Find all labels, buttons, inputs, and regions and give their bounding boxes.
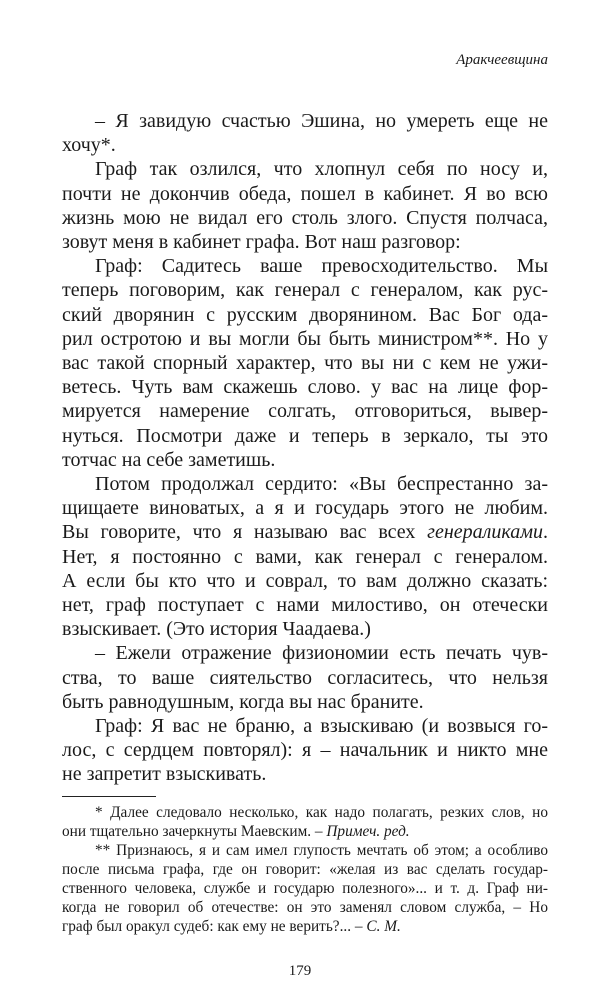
page-number: 179 [288,963,312,979]
footnote-line [62,917,548,936]
body-text [62,109,548,787]
text-segment: мируется намерение солгать, отговориться, вывер- [62,400,548,423]
text-line [62,472,548,496]
text-line [62,448,548,472]
text-segment: граф был оракул судеб: как ему не верить?... – [62,918,367,935]
text-line [62,133,548,157]
footnote-line [62,898,548,917]
text-segment: ства, то ваше сиятельство согласитесь, что нельзя [62,666,548,689]
text-line [62,230,548,254]
text-segment: вас такой спорный характер, что вы ни с кем не ужи- [62,352,548,375]
footnote-divider [62,796,156,797]
text-line [62,278,548,302]
text-segment: не запретит взыскивать. [62,763,267,786]
text-line [62,520,548,544]
text-segment: рил остротою и вы могли бы быть министром**. Но у [62,327,548,350]
text-segment: тотчас на себе заметишь. [62,448,276,471]
text-line [62,206,548,230]
footnote-line [62,879,548,898]
text-segment: жизнь мою не видал его столь злого. Спустя полчаса, [62,206,548,229]
text-segment: Нет, я постоянно с вами, как генерал с генералом. [62,545,548,568]
text-segment: лос, с сердцем повторял): я – начальник и никто мне [62,739,548,762]
text-segment: почти не докончив обеда, пошел в кабинет. Я во всю [62,182,548,205]
text-segment: хочу*. [62,134,116,157]
text-line [62,399,548,423]
text-segment: ** Признаюсь, я и сам имел глупость мечтать об этом; а особливо [95,842,548,859]
text-segment: они тщательно зачеркнуты Маевским. – [62,823,327,840]
running-header: Аракчеевщина [456,52,548,68]
text-line [62,762,548,786]
italic-text: генераликами [427,521,543,544]
text-line [62,375,548,399]
text-segment: – Ежели отражение физиономии есть печать чув- [95,642,548,665]
text-segment: Граф: Садитесь ваше превосходительство. Мы [95,255,548,278]
text-line [62,714,548,738]
text-segment: Потом продолжал сердито: «Вы беспрестанно за- [95,473,548,496]
text-segment: взыскивает. (Это история Чаадаева.) [62,618,371,641]
text-segment: Граф так озлился, что хлопнул себя по носу и, [95,158,548,181]
text-segment: * Далее следовало несколько, как надо полагать, резких слов, но [95,804,548,821]
text-line [62,109,548,133]
text-line [62,569,548,593]
text-line [62,182,548,206]
text-segment: теперь поговорим, как генерал с генералом, как рус- [62,279,548,302]
text-line [62,690,548,714]
text-line [62,424,548,448]
text-segment: Граф: Я вас не браню, а взыскиваю (и возвыся го- [95,715,548,738]
text-segment: зовут меня в кабинет графа. Вот наш разговор: [62,231,461,254]
text-line [62,496,548,520]
footnote-line [62,860,548,879]
text-line [62,157,548,181]
text-line [62,254,548,278]
text-segment: Вы говорите, что я называю вас всех [62,521,428,544]
text-line [62,351,548,375]
text-line [62,738,548,762]
italic-text: Примеч. ред. [326,823,410,840]
text-line [62,641,548,665]
text-segment: нет, граф поступает с нами милостиво, он отечески [62,594,548,617]
text-segment: – Я завидую счастью Эшина, но умереть еще не [95,110,548,132]
text-line [62,617,548,641]
footnote-line [62,841,548,860]
footnotes [62,803,548,936]
text-line [62,545,548,569]
text-line [62,593,548,617]
text-segment: ственного человека, службе и государю полезного»... и т. д. Граф ни- [62,880,548,897]
text-segment: . [543,521,548,544]
footnote-line [62,803,548,822]
text-segment: когда не говорил об отечестве: он это заменял словом служба, – Но [62,899,548,916]
text-segment: после письма графа, где он говорит: «желая из вас сделать государ- [62,861,548,878]
text-line [62,327,548,351]
italic-text: С. М. [366,918,401,935]
text-segment: А если бы кто что и соврал, то вам должно сказать: [62,569,548,592]
text-segment: щищаете виноватых, а я и государь этого не любим. [62,497,548,520]
text-line [62,666,548,690]
footnote-line [62,822,548,841]
text-segment: ский дворянин с русским дворянином. Вас Бог ода- [62,303,548,326]
text-segment: нуться. Посмотри даже и теперь в зеркало, ты это [62,424,548,447]
text-line [62,303,548,327]
text-segment: быть равнодушным, когда вы нас браните. [62,690,424,713]
text-segment: ветесь. Чуть вам скажешь слово. у вас на лице фор- [62,376,548,399]
